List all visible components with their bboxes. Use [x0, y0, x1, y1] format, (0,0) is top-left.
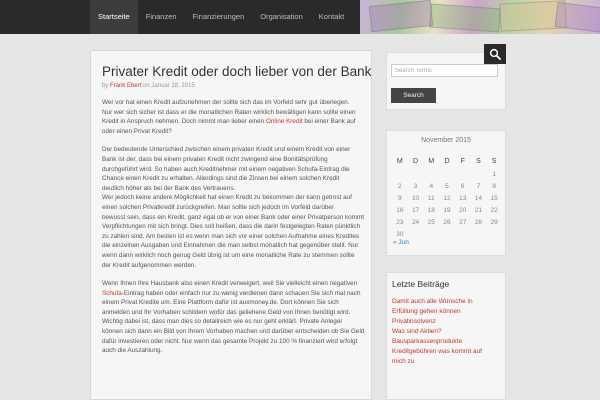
post-meta	[102, 83, 360, 89]
calendar-day	[408, 229, 424, 241]
post-paragraph-3	[102, 279, 365, 356]
calendar-day	[455, 169, 471, 181]
calendar-day	[486, 229, 502, 241]
calendar-day: 27	[459, 219, 467, 226]
calendar-day	[439, 229, 455, 241]
calendar-day	[423, 169, 439, 181]
search-input[interactable]	[391, 64, 498, 77]
text-line: Bank ist der, dass bei einem privaten Kredit nicht zwingend eine Bonitätsprüfung	[102, 155, 328, 163]
nav-item-finanzierungen[interactable]: Finanzierungen	[192, 12, 245, 21]
calendar-day: 6	[460, 183, 465, 190]
nav-item-startseite[interactable]: Startseite	[90, 0, 138, 34]
top-navigation-bar	[0, 0, 600, 34]
recent-post-link[interactable]	[392, 317, 500, 327]
calendar-day	[471, 229, 487, 241]
calendar-day: 26	[443, 219, 451, 226]
calendar-day: 20	[459, 207, 467, 214]
calendar-weekday: S	[476, 158, 481, 165]
header-banknotes-image	[360, 0, 600, 34]
calendar-day: 21	[474, 207, 483, 214]
recent-posts-title: Letzte Beiträge	[392, 279, 450, 289]
calendar-grid	[392, 155, 502, 241]
calendar-day: 14	[474, 195, 483, 202]
calendar-day: 8	[492, 183, 496, 190]
text-segment: -Eintrag haben oder einfach nur zu wenig verdienen dann schauen Sie sich mal nach	[121, 289, 361, 297]
nav-item-organisation[interactable]: Organisation	[260, 12, 303, 21]
post-article	[90, 50, 372, 400]
schufa-link[interactable]: Schufa	[102, 289, 122, 297]
recent-posts-widget	[386, 272, 506, 400]
recent-post-link[interactable]	[392, 327, 500, 337]
calendar-day: 17	[411, 207, 420, 214]
calendar-day: 5	[445, 183, 449, 190]
text-line: die einzelnen Ausgaben und Einnahmen die man selbst monatlich hat gegenüber stellt. Nur	[102, 242, 359, 250]
calendar-day: 22	[490, 207, 498, 214]
calendar-day: 25	[427, 219, 435, 226]
post-author-link[interactable]: Frank Ebert	[110, 83, 142, 89]
text-line	[102, 117, 360, 127]
calendar-weekday: M	[396, 158, 403, 165]
link-line: Kreditgebühren was kommt auf	[392, 348, 482, 355]
text-line: einem Privat Kredite um. Eine Plattform dafür ist auxmoney.de. Dort können Sie sich	[102, 299, 339, 307]
text-line: Chance einen Kredit zu erhalten. Allerdings sind die Zinsen bei einem solchen Kredit	[102, 175, 340, 183]
text-line: Wer vor hat einen Kredit aufzunehmen der sollte sich das im Vorfeld sehr gut überlegen.	[102, 99, 350, 106]
link-line: mich zu	[392, 358, 415, 365]
text-line: deutlich höher als bei der Bank des Vertrauens.	[102, 184, 236, 192]
calendar-day: 4	[429, 183, 434, 190]
link-line: Was sind Aktien?	[392, 328, 442, 335]
text-line: dafür investieren oder nicht. Nur wenn das gesamte Projekt zu 100 % finanziert wird erfolgt	[102, 337, 358, 345]
calendar-weekday: D	[444, 158, 450, 165]
text-line: Verpflichtungen mit sich bringt. Dies soll heißen, dass die darin festgelegten Raten pünktlich	[102, 223, 361, 231]
text-segment: bei einer Bank auf	[304, 118, 356, 126]
calendar-day	[423, 229, 439, 241]
calendar-day: 30	[396, 231, 404, 238]
calendar-prev-month-link[interactable]: « Jun	[393, 239, 409, 246]
calendar-day: 7	[476, 183, 481, 190]
calendar-weekday: M	[428, 158, 435, 165]
text-line: der Kredit aufgenommen werden.	[102, 261, 197, 269]
search-icon	[489, 48, 501, 60]
calendar-weekday: F	[460, 158, 465, 165]
calendar-day: 11	[427, 195, 435, 202]
calendar-day: 18	[427, 207, 435, 214]
meta-by-text: by	[102, 83, 109, 89]
recent-post-link[interactable]	[392, 297, 500, 317]
calendar-day	[439, 169, 455, 181]
calendar-day: 28	[474, 219, 483, 226]
nav-item-finanzen[interactable]: Finanzen	[145, 12, 177, 21]
text-line	[102, 289, 360, 299]
calendar-day: 3	[413, 183, 418, 190]
post-paragraph-1	[102, 98, 360, 136]
recent-post-link[interactable]	[392, 347, 500, 367]
calendar-day	[392, 169, 408, 181]
calendar-day: 10	[411, 195, 420, 202]
text-line: wenn dann wirklich noch genug Geld übrig ist um eine monatliche Rate zu stemmen sollte	[102, 251, 355, 259]
recent-post-link[interactable]	[392, 337, 500, 347]
link-line: Erfüllung gehen können	[392, 308, 461, 315]
post-title[interactable]: Privater Kredit oder doch lieber von der Bank	[102, 64, 372, 79]
text-line: auch die Auszahlung.	[102, 347, 163, 355]
post-paragraph-2	[102, 145, 364, 270]
meta-on-text: on	[143, 83, 150, 89]
calendar-day	[455, 229, 471, 241]
link-line: Bausparkassenprodukte	[392, 338, 463, 345]
text-line: oder einen Privat Kredit?	[102, 127, 172, 135]
calendar-day: 29	[490, 219, 498, 226]
calendar-day: 1	[492, 171, 496, 178]
text-line: Der bedeutende Unterschied zwischen einem privaten Kredit und einem Kredit von einer	[102, 146, 351, 154]
banknote-shape	[369, 0, 433, 32]
calendar-day: 19	[443, 207, 451, 214]
link-line: Privatinsolvenz	[392, 318, 436, 325]
calendar-day: 16	[396, 207, 404, 214]
text-line: zu zahlen sind. Am besten ist es wenn man sich vor einer solchen Aufnahme eines Kredites	[102, 232, 360, 240]
text-line: Wenn Ihnen Ihre Hausbank also einen Kredit verweigert, weil Sie vielleicht einen negativen	[102, 280, 358, 288]
text-line: können sich dann ein Bild von Ihrem Vorhaben machen und darüber entscheiden ob Sie Geld	[102, 328, 365, 336]
calendar-day: 15	[490, 195, 498, 202]
calendar-day: 13	[459, 195, 467, 202]
calendar-caption: November 2015	[421, 137, 471, 144]
main-nav	[90, 0, 352, 34]
calendar-day: 12	[443, 195, 451, 202]
calendar-weekday: D	[413, 158, 419, 165]
search-toggle[interactable]	[484, 44, 506, 64]
calendar-day	[471, 169, 487, 181]
banknote-shape	[429, 4, 501, 33]
calendar-weekday: S	[491, 158, 497, 165]
text-line: einen solchen Privatkredit zurückgreifen. Man sollte sich jedoch im Vorfeld darüber	[102, 203, 335, 211]
nav-item-kontakt[interactable]: Kontakt	[318, 12, 345, 21]
text-line: bewusst sein, dass ein Kredit, ganz egal ob er von einer Bank oder einer Privatperson kommt	[102, 213, 364, 221]
text-line: Nur wer sich sicher ist dass er die monatlichen Raten wirklich bewältigen kann sollte einen	[102, 108, 356, 116]
post-date: Januar 28, 2015	[151, 83, 195, 89]
calendar-day: 24	[411, 219, 420, 226]
calendar-day: 23	[396, 219, 404, 226]
text-line: Wichtig dabei ist, dass man dies so detailreich wie es nur geht erklärt. Private Anleger	[102, 318, 343, 326]
calendar-day: 2	[398, 183, 402, 190]
link-line: Damit auch alle Wünsche in	[392, 298, 473, 305]
calendar-day	[408, 169, 424, 181]
calendar-day: 9	[398, 195, 402, 202]
online-kredit-link[interactable]: Online Kredit	[265, 118, 303, 126]
text-line: anmelden und Ihr Vorhaben schildern wofür das geliehene Geld von Ihnen benötigt wird.	[102, 308, 351, 316]
search-button[interactable]: Search	[391, 88, 436, 103]
text-line: durchgeführt wird. So haben auch Kreditnehmer mit einem negativen Schufa-Eintrag die	[102, 165, 350, 173]
text-segment: Kredit in Anspruch nehmen. Doch nimmt man lieber einen	[102, 118, 265, 126]
text-line: Wer jedoch keine andere Möglichkeit hat einen Kredit zu bekommen der kann getrost auf	[102, 194, 352, 202]
